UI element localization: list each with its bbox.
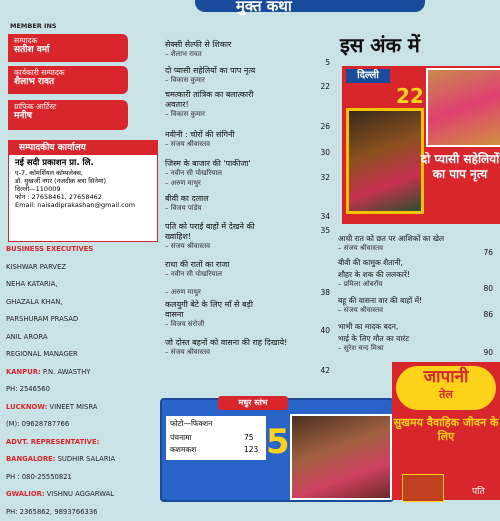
exec-editor-name: शैलाभ रावत	[8, 77, 128, 90]
editor-label: सम्पादक	[8, 34, 128, 45]
ad-sub: तेल	[396, 388, 496, 402]
kanpur-phone: PH: 2546560	[6, 381, 156, 399]
toc-author: – विजय संरोजी	[165, 320, 330, 329]
rm-label: REGIONAL MANAGER	[6, 346, 156, 364]
toc-page: 86	[483, 310, 493, 319]
toc-title: भाई के लिए मौत का वारंट	[338, 334, 493, 344]
toc-title: आधी रात को छत पर आशिकों का खेल	[338, 234, 493, 244]
toc-author: – संजय श्रीवास्तव	[338, 306, 493, 315]
editor-box	[8, 34, 128, 62]
graphic-box	[8, 100, 128, 130]
bx-name: GHAZALA KHAN,	[6, 294, 156, 312]
toc-title: बहू की वासना वार की बाहों में!	[338, 296, 493, 306]
toc-title: दो प्यासी सहेलियों का पाप नृत्य	[165, 66, 330, 76]
feature-page: 22	[396, 84, 424, 108]
toc-title: शौहर के शक की ललकारें!	[338, 270, 493, 280]
toc-title: कलयुगी बेटे के लिए माँ से बड़ी वासना	[165, 300, 270, 320]
columns-heading: मधुर स्तंभ	[218, 396, 288, 410]
toc-author: – अरुण माथुर	[165, 288, 330, 297]
toc-author: – संजय श्रीवास्तव	[338, 244, 493, 253]
feature-photo-main	[346, 108, 424, 214]
header-bar	[195, 0, 425, 12]
bx-name: PARSHURAM PRASAD	[6, 311, 156, 329]
gwalior-phone: PH: 2365862, 9893766336	[6, 504, 156, 521]
masthead-title: मुक्त कथा	[236, 0, 292, 16]
office-line: फोन : 27658461, 27658462	[15, 193, 155, 201]
toc-title: राधा की रातों का राजा	[165, 260, 330, 270]
bangalore-label: BANGALORE:	[6, 455, 55, 463]
feature-photo-top	[426, 68, 500, 147]
ad-product-box	[402, 474, 444, 502]
office-email: Email: naisadiprakashan@gmail.com	[15, 201, 155, 209]
toc-page: 90	[483, 348, 493, 357]
toc-page: 76	[483, 248, 493, 257]
toc-author: – विजय पांडेय	[165, 204, 330, 213]
feature-city-tab: दिल्ली	[346, 69, 390, 83]
columns-list	[166, 416, 266, 460]
lucknow-phone: (M): 09628787766	[6, 416, 156, 434]
columns-box[interactable]	[160, 398, 394, 502]
bangalore-name: SUDHIR SALARIA	[58, 455, 116, 463]
toc-title: बीवी का दलाल	[165, 194, 330, 204]
kanpur-label: KANPUR:	[6, 368, 41, 376]
toc-item[interactable]	[338, 334, 493, 358]
toc-title: नवीनी : चोरों की संगिनी	[165, 130, 330, 140]
toc-page: 40	[320, 326, 330, 335]
bangalore-phone: PH : 080-25550821	[6, 469, 156, 487]
toc-title: पति को पराई बाहों में देखने की ख्वाहिश!	[165, 222, 280, 242]
japani-tel-ad[interactable]	[392, 362, 500, 500]
toc-item[interactable]	[165, 179, 330, 191]
ad-tagline: सुखमय वैवाहिक जीवन के लिए	[392, 416, 500, 444]
toc-title: जो दोस्त बहनों को वासना की राह दिखाये!	[165, 338, 290, 348]
column-name: पंचनामा	[170, 433, 192, 442]
toc-author: – नवीन सी पोखरियाल	[165, 270, 330, 279]
office-line: डॉ. मुखर्जी नगर (नजदीक बत्रा सिनेमा)	[15, 177, 155, 185]
advt-label: ADVT. REPRESENTATIVE:	[6, 434, 156, 452]
member-ins: MEMBER INS	[10, 22, 57, 30]
toc-item[interactable]	[338, 322, 493, 334]
toc-title: बीवी की कामुक शैतानी,	[338, 258, 493, 268]
office-line: दिल्ली—110009	[15, 185, 155, 193]
gwalior-label: GWALIOR:	[6, 490, 45, 498]
toc-item[interactable]	[165, 300, 330, 336]
toc-page: 42	[320, 366, 330, 375]
toc-title: भाभी का मादक बदन,	[338, 322, 493, 332]
toc-item[interactable]	[338, 270, 493, 294]
column-page: 123	[244, 445, 258, 454]
toc-page: 5	[325, 58, 330, 67]
toc-author: – विकास कुमार	[165, 110, 330, 119]
toc-title: चमत्कारी तांत्रिक का बलात्कारी अवतार!	[165, 90, 265, 110]
lucknow-label: LUCKNOW:	[6, 403, 47, 411]
bx-label: BUSINESS EXECUTIVES	[6, 241, 156, 259]
issue-heading: इस अंक में	[340, 31, 420, 58]
columns-number: 5	[266, 422, 290, 462]
toc-page: 80	[483, 284, 493, 293]
toc-author: – संजय श्रीवास्तव	[165, 242, 330, 251]
toc-author: – विकास कुमार	[165, 76, 330, 85]
bx-name: NEHA KATARIA,	[6, 276, 156, 294]
toc-author: – संजय श्रीवास्तव	[165, 348, 330, 357]
toc-item[interactable]	[165, 288, 330, 300]
exec-editor-box	[8, 66, 128, 94]
toc-page: 22	[320, 82, 330, 91]
column-page: 75	[244, 433, 254, 442]
office-line: ए-7, कॉमर्शियल कॉम्पलेक्स,	[15, 169, 155, 177]
office-box	[8, 140, 158, 242]
toc-author: – नवीन सी पोखरियाल	[165, 169, 330, 178]
toc-item[interactable]	[338, 234, 493, 258]
gwalior-name: VISHNU AGGARWAL	[47, 490, 114, 498]
office-heading: सम्पादकीय कार्यालय	[9, 141, 157, 155]
column-name: कशमकश	[170, 445, 196, 454]
toc-author: – संजय श्रीवास्तव	[165, 140, 330, 149]
toc-author: – सुरेश चन्द मिश्रा	[338, 344, 493, 353]
bx-name: KISHWAR PARVEZ	[6, 259, 156, 277]
toc-item[interactable]	[165, 130, 330, 158]
office-line: नई सदी प्रकाशन प्रा. लि.	[15, 158, 155, 169]
toc-page: 34	[320, 212, 330, 221]
ad-pati: पति	[472, 484, 485, 497]
toc-item[interactable]	[165, 338, 330, 374]
toc-page: 35	[320, 226, 330, 235]
toc-page: 38	[320, 288, 330, 297]
toc-author: – अरुण माथुर	[165, 179, 330, 188]
toc-item[interactable]	[338, 258, 493, 270]
toc-title: सेक्सी सेल्फी से शिकार	[165, 40, 330, 50]
toc-author: – शैलाभ रावत	[165, 50, 330, 59]
toc-item[interactable]	[165, 194, 330, 220]
ad-brand: जापानी	[396, 366, 496, 388]
graphic-label: ग्राफिक आर्टिस्ट	[8, 100, 128, 111]
graphic-name: मनीष	[8, 111, 128, 124]
kanpur-name: P.N. AWASTHY	[43, 368, 91, 376]
toc-page: 32	[320, 173, 330, 182]
exec-editor-label: कार्यकारी सम्पादक	[8, 66, 128, 77]
toc-item[interactable]	[165, 90, 330, 132]
ad-logo	[396, 366, 496, 410]
column-name: फोटो—फिक्शन	[170, 419, 212, 428]
toc-item[interactable]	[338, 296, 493, 320]
toc-title: जिस्म के बाजार की 'पाकीजा'	[165, 159, 330, 169]
columns-photo	[290, 414, 392, 500]
feature-title: दो प्यासी सहेलियों का पाप नृत्य	[420, 152, 500, 182]
editor-name: सतीश वर्मा	[8, 45, 128, 58]
toc-item[interactable]	[165, 159, 330, 179]
lucknow-name: VINEET MISRA	[50, 403, 98, 411]
toc-page: 30	[320, 148, 330, 157]
toc-item[interactable]	[165, 222, 330, 262]
toc-page: 26	[320, 122, 330, 131]
toc-item[interactable]	[165, 260, 330, 280]
bx-name: ANIL ARORA	[6, 329, 156, 347]
toc-author: – प्रमिला ओबरॉय	[338, 280, 493, 289]
